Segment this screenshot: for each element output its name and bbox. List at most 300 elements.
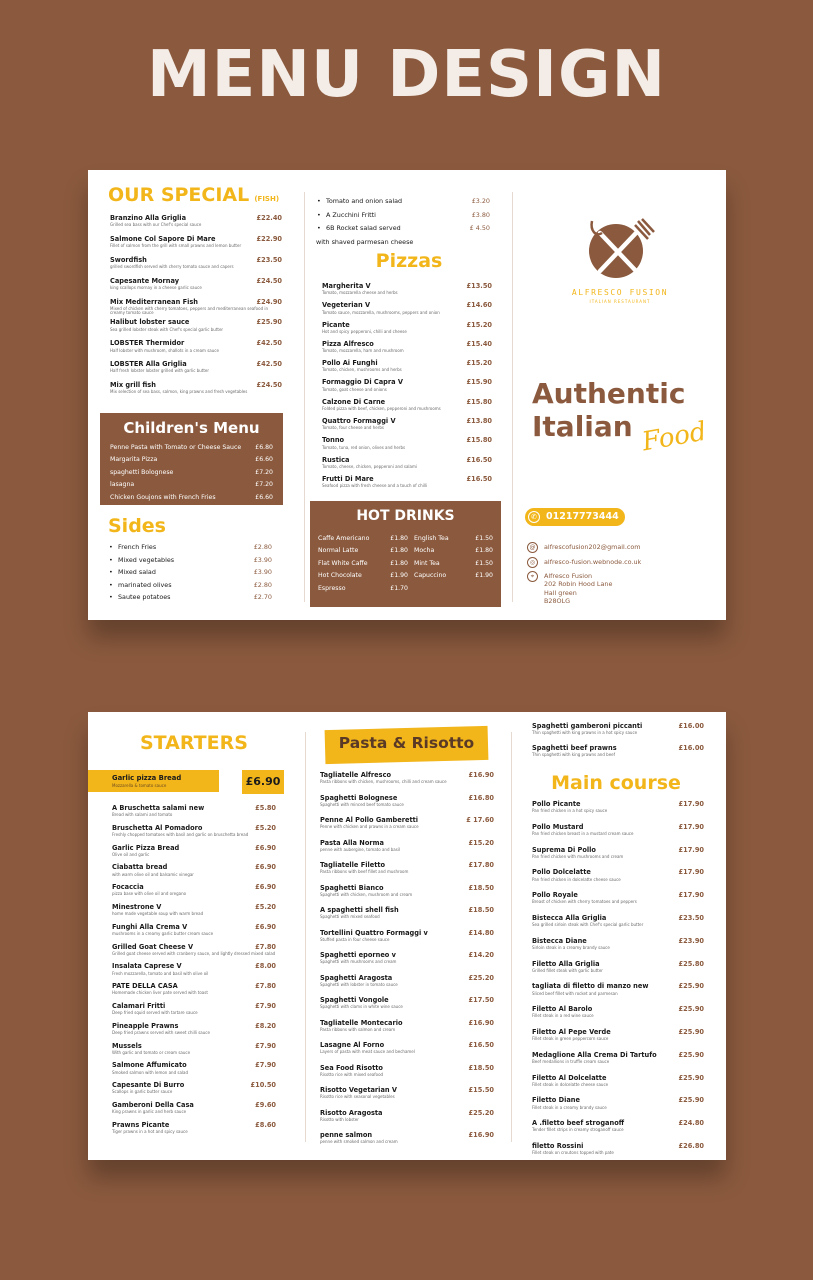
menu-item-name: Filetto Diane — [532, 1096, 580, 1105]
menu-item — [112, 805, 276, 825]
hot-drinks-title: HOT DRINKS — [356, 508, 455, 524]
menu-item-desc: Spaghetti with lobster in tomato sauce — [320, 981, 398, 987]
menu-item-name: Chicken Goujons with French Fries — [110, 493, 216, 501]
menu-item — [108, 541, 272, 554]
web-text: alfresco-fusion.webnode.co.uk — [544, 558, 642, 566]
menu-item — [110, 236, 282, 257]
menu-item-price: £16.90 — [468, 771, 494, 779]
menu-item-price: £3.20 — [471, 197, 490, 205]
menu-item — [320, 817, 494, 840]
menu-item — [110, 299, 282, 320]
menu-item-desc: Bread with salami and tomato — [112, 812, 173, 818]
menu-item — [414, 533, 493, 545]
menu-item-price: £25.90 — [678, 1096, 704, 1105]
menu-item-price: £25.90 — [256, 318, 282, 327]
our-special-title: OUR SPECIAL — [108, 184, 250, 206]
menu-item — [320, 930, 494, 953]
menu-item — [110, 442, 273, 454]
menu-item-desc: Sirloin steak in a creamy brandy sauce — [532, 945, 610, 951]
menu-item — [320, 1020, 494, 1043]
menu-item-price: £25.20 — [468, 973, 494, 982]
menu-item-price: £18.50 — [468, 883, 494, 892]
menu-item-name: Quattro Formaggi V — [322, 417, 396, 426]
menu-item-name: Suprema Di Pollo — [532, 845, 596, 854]
divider — [304, 192, 305, 602]
menu-item-desc: with warm olive oil and balsamic vinegar — [112, 871, 194, 877]
menu-item-desc: Tomato, cheese, chicken, pepperoni and salami — [322, 463, 417, 469]
featured-starter-banner — [88, 770, 219, 792]
phone-pill[interactable] — [525, 508, 625, 526]
featured-starter-price: £6.90 — [242, 770, 284, 794]
menu-item-price: £15.80 — [466, 397, 492, 406]
menu-item-price: £17.90 — [678, 868, 704, 877]
menu-item-desc: Fillet steak in green peppercorn sauce — [532, 1036, 609, 1042]
tagline-authentic: Authentic — [532, 377, 686, 410]
menu-item-desc: Tomato sauce, mozzarella, mushrooms, peppers and onion — [322, 309, 440, 315]
menu-item-desc: Spaghetti with chicken, mushroom and cream — [320, 891, 413, 897]
menu-item-desc: Sliced beef fillet with rocket and parmesan — [532, 990, 618, 996]
menu-item-desc: penne with smoked salmon and cream — [320, 1139, 398, 1145]
location-pin-icon: ⌖ — [527, 571, 538, 582]
menu-item — [322, 418, 492, 437]
menu-item-desc: Thin spaghetti with king prawns in a hot spicy sauce — [532, 730, 638, 736]
menu-item — [112, 1082, 276, 1102]
menu-item-price: £16.00 — [678, 722, 704, 730]
menu-item-price: £22.90 — [256, 234, 282, 243]
featured-starter-name: Garlic pizza Bread — [112, 774, 182, 782]
menu-item — [532, 1143, 704, 1160]
menu-item-name: Pineapple Prawns — [112, 1021, 179, 1030]
front-col-right — [514, 170, 726, 620]
menu-item-price: £6.80 — [255, 444, 273, 451]
childrens-menu-box — [100, 413, 283, 505]
menu-item — [112, 1102, 276, 1122]
menu-item — [108, 566, 272, 579]
menu-item-name: Spaghetti Bianco — [320, 883, 384, 892]
menu-item-name: Calzone Di Carne — [322, 397, 386, 406]
menu-item-price: £8.00 — [255, 962, 276, 971]
menu-item-name: Tagliatelle Alfresco — [320, 771, 392, 779]
menu-item-price: £2.80 — [253, 543, 272, 551]
menu-item — [110, 382, 282, 403]
menu-item-price: £3.90 — [253, 568, 272, 576]
menu-item-price: £ 17.60 — [466, 816, 494, 824]
menu-front-panel — [88, 170, 726, 620]
address-line-3: Hall green — [544, 588, 577, 597]
menu-item-price: £24.90 — [256, 297, 282, 306]
menu-item-name: Vegeterian V — [322, 301, 371, 310]
menu-item-price: £17.90 — [678, 822, 704, 831]
menu-item-price: £1.50 — [475, 559, 493, 567]
menu-item-name: Pizza Alfresco — [322, 339, 374, 348]
menu-item — [322, 283, 492, 302]
menu-item — [532, 1052, 704, 1075]
menu-item — [320, 1132, 494, 1155]
menu-item-name: PATE DELLA CASA — [112, 982, 178, 991]
menu-item-name: Calamari Fritti — [112, 1001, 166, 1010]
menu-item-price: £25.90 — [678, 1027, 704, 1036]
menu-item — [318, 583, 408, 595]
menu-item-name: LOBSTER Alla Griglia — [110, 360, 187, 369]
menu-item-price: £6.90 — [255, 922, 276, 931]
phone-icon: ✆ — [528, 511, 540, 523]
menu-item — [322, 360, 492, 379]
menu-item — [110, 492, 273, 504]
menu-item-name: Penne Pasta with Tomato or Cheese Sauce — [110, 444, 242, 451]
menu-item — [322, 302, 492, 321]
menu-item-price: £42.50 — [256, 339, 282, 348]
menu-item — [110, 215, 282, 236]
menu-item-name: Pollo Dolcelatte — [532, 868, 591, 877]
back-col-right — [516, 712, 726, 1160]
menu-item-price: £17.50 — [468, 996, 494, 1004]
menu-item-name: Insalata Caprese V — [112, 962, 182, 971]
menu-item-price: £7.90 — [255, 1061, 276, 1070]
menu-item-price: £13.80 — [466, 417, 492, 426]
menu-item-name: spaghetti Bolognese — [110, 468, 174, 476]
menu-item-desc: pizza base with olive oil and oregano — [112, 891, 187, 897]
menu-item — [322, 379, 492, 398]
menu-item-name: Mussels — [112, 1041, 142, 1050]
menu-item-name: marinated olives — [118, 580, 172, 589]
menu-item-price: £17.80 — [468, 861, 494, 869]
menu-item-price: £15.20 — [466, 359, 492, 368]
menu-item-desc: Spaghetti with minced beef tomato sauce — [320, 801, 404, 807]
our-special-tag: (FISH) — [254, 195, 280, 203]
menu-item-price: £6.90 — [255, 863, 276, 872]
menu-item-price: £18.50 — [468, 1063, 494, 1072]
menu-item — [532, 1006, 704, 1029]
menu-item-desc: Fillet steak in a creamy brandy sauce — [532, 1104, 607, 1110]
menu-item-name: Espresso — [318, 584, 346, 592]
menu-item-price: £15.20 — [466, 320, 492, 329]
hot-drinks-list-right — [414, 533, 493, 583]
menu-item — [322, 457, 492, 476]
menu-item — [532, 892, 704, 915]
menu-item-desc: penne with aubergine, tomato and basil — [320, 846, 401, 852]
menu-item-desc: Stuffed pasta in four cheese sauce — [320, 936, 390, 942]
menu-item-desc: Homemade chicken liver pate served with toast — [112, 990, 208, 996]
menu-item-name: Formaggio Di Capra V — [322, 378, 404, 387]
menu-item-desc: Pan fried chicken in dolcelatte cheese sauce — [532, 876, 621, 882]
menu-item-name: Filetto Al Pepe Verde — [532, 1027, 611, 1036]
menu-item-desc: Breast of chicken with cherry tomatoes and peppers — [532, 899, 637, 905]
menu-item-price: £25.90 — [678, 1005, 704, 1014]
menu-item — [112, 1043, 276, 1063]
menu-item-name: Minestrone V — [112, 902, 162, 911]
menu-item-price: £16.50 — [466, 455, 492, 464]
address-contact — [530, 572, 613, 605]
menu-item — [414, 558, 493, 570]
menu-item-price: £7.80 — [255, 942, 276, 951]
divider — [511, 732, 512, 1142]
menu-item-desc: Half fresh lobster lobster grilled with garlic butter — [110, 368, 210, 374]
menu-item-desc: Pasta ribbons with beef fillet and mushroom — [320, 869, 409, 875]
menu-item — [110, 340, 282, 361]
menu-item-price: £24.50 — [256, 276, 282, 285]
menu-item-price: £1.90 — [475, 572, 493, 580]
starters-title: STARTERS — [140, 732, 248, 754]
menu-item-name: Spaghetti Bolognese — [320, 793, 398, 802]
menu-item-name: Mix grill fish — [110, 381, 156, 390]
menu-item — [320, 975, 494, 998]
menu-item-desc: Thin spaghetti with king prawns and beef — [532, 752, 616, 758]
menu-item — [112, 904, 276, 924]
divider — [512, 192, 513, 602]
menu-item-name: Bistecca Diane — [532, 936, 587, 945]
menu-item-price: £3.90 — [253, 555, 272, 564]
menu-item-name: A spaghetti shell fish — [320, 906, 399, 914]
menu-item — [532, 1075, 704, 1098]
menu-item-price: £5.20 — [255, 823, 276, 832]
menu-item-price: £15.20 — [468, 838, 494, 847]
menu-item-price: £16.50 — [466, 474, 492, 483]
menu-item-desc: Freshly chopped tomatoes with basil and garlic on bruschetta bread — [112, 832, 249, 838]
menu-item — [110, 278, 282, 299]
front-col-left — [88, 170, 298, 620]
main-top-list — [532, 723, 704, 767]
menu-item-desc: Smoked salmon with lemon and salad — [112, 1069, 189, 1075]
menu-item-name: English Tea — [414, 535, 449, 542]
menu-item — [316, 236, 490, 250]
menu-item-price: £16.50 — [468, 1041, 494, 1049]
menu-item-name: Salmone Affumicato — [112, 1061, 187, 1070]
menu-item — [112, 864, 276, 884]
menu-item-desc: With garlic and tomato or cream sauce — [112, 1049, 191, 1055]
menu-item-name: with shaved parmesan cheese — [316, 237, 414, 246]
menu-item — [532, 915, 704, 938]
menu-item — [320, 772, 494, 795]
menu-item-name: Mix Mediterranean Fish — [110, 297, 198, 306]
menu-item — [532, 824, 704, 847]
menu-item-name: Pollo Ai Funghi — [322, 359, 378, 368]
address-line-2: 202 Robin Hood Lane — [544, 580, 613, 589]
menu-item-desc: Deep fried prawns served with sweet chilli sauce — [112, 1030, 210, 1036]
menu-item — [318, 533, 408, 545]
menu-item-name: Tagliatelle Filetto — [320, 861, 386, 869]
menu-item-name: Capuccino — [414, 572, 447, 580]
main-course-title: Main course — [551, 772, 681, 794]
menu-item-name: Lasagne Al Forno — [320, 1041, 385, 1049]
menu-item-price: £14.60 — [466, 301, 492, 310]
menu-item-name: Garlic Pizza Bread — [112, 843, 180, 852]
menu-item-price: £9.60 — [255, 1100, 276, 1109]
menu-item-desc: Deep fried squid served with tartare sauce — [112, 1010, 198, 1016]
menu-item — [108, 591, 272, 604]
menu-item — [532, 801, 704, 824]
menu-item-desc: Olive oil and garlic — [112, 851, 150, 857]
menu-item-name: Picante — [322, 320, 350, 329]
web-contact[interactable] — [529, 558, 642, 566]
brand-name: ALFRESCO FUSION — [571, 288, 669, 297]
menu-item-name: lasagna — [110, 481, 135, 489]
menu-item-name: Pollo Royale — [532, 891, 578, 900]
menu-item — [414, 545, 493, 557]
menu-item-name: Pollo Picante — [532, 800, 581, 808]
menu-item-price: £2.70 — [253, 593, 272, 601]
menu-item-desc: Risotto rice with seasonal vegetables — [320, 1094, 395, 1100]
restaurant-logo — [586, 215, 658, 285]
menu-item-desc: Layers of pasta with meat sauce and bechamel — [320, 1049, 415, 1055]
menu-item — [112, 884, 276, 904]
menu-item-price: £8.20 — [255, 1021, 276, 1030]
menu-item-name: 6B Rocket salad served — [326, 224, 401, 232]
menu-item-desc: Pasta ribbons with salmon and cream — [320, 1026, 396, 1032]
menu-item — [112, 983, 276, 1003]
menu-item-price: £ 4.50 — [469, 224, 490, 232]
menu-item-price: £25.80 — [678, 959, 704, 968]
menu-item-desc: Pan fried chicken in a hot spicy sauce — [532, 808, 608, 814]
menu-item-price: £26.80 — [678, 1141, 704, 1150]
menu-item-desc: Pasta ribbons with chicken, mushrooms, chilli and cream sauce — [320, 779, 447, 785]
menu-item-name: Swordfish — [110, 255, 147, 264]
menu-item-name: Pollo Mustard — [532, 822, 584, 831]
menu-item-name: Mixed salad — [118, 568, 156, 576]
menu-item-desc: Tomato, four cheese and herbs — [322, 425, 384, 431]
menu-item-price: £1.50 — [475, 535, 493, 542]
menu-item-price: £15.80 — [466, 436, 492, 445]
menu-item-desc: Tiger prawns in a hot and spicy sauce — [112, 1129, 188, 1134]
menu-item-price: £14.20 — [468, 951, 494, 959]
menu-item-price: £7.20 — [255, 468, 273, 476]
menu-item-name: Funghi Alla Crema V — [112, 922, 188, 931]
email-contact[interactable] — [529, 543, 641, 551]
menu-item-desc: Tomato, goat cheese and onions — [322, 386, 387, 392]
menu-item-price: £7.20 — [255, 481, 273, 489]
menu-item-name: Margarita Pizza — [110, 456, 158, 464]
menu-item-desc: home made vegetable soup with warm bread — [112, 911, 204, 917]
menu-item-name: Hot Chocolate — [318, 572, 362, 580]
menu-item — [322, 341, 492, 360]
menu-item-desc: Fillet steak in dolcelatte cheese sauce — [532, 1081, 609, 1087]
menu-item — [318, 545, 408, 557]
menu-item-name: Margherita V — [322, 282, 371, 290]
menu-item — [532, 869, 704, 892]
menu-item-desc: Beef medallions in truffle cream sauce — [532, 1059, 610, 1065]
menu-item — [532, 745, 704, 767]
menu-item-price: £25.20 — [468, 1108, 494, 1117]
menu-item — [320, 862, 494, 885]
menu-item — [112, 963, 276, 983]
menu-item — [112, 944, 276, 964]
menu-item-name: Sautee potatoes — [118, 593, 171, 601]
menu-item-name: Spaghetti beef prawns — [532, 744, 617, 752]
menu-item-name: Grilled Goat Cheese V — [112, 942, 194, 951]
menu-item-desc: Half lobster with mushroom, shallots in a cream sauce — [110, 347, 219, 353]
menu-item-price: £13.50 — [466, 282, 492, 290]
menu-item-name: Mint Tea — [414, 559, 440, 567]
menu-item-price: £8.60 — [255, 1120, 276, 1129]
menu-item-price: £1.80 — [390, 535, 408, 542]
menu-item-name: Ciabatta bread — [112, 863, 168, 872]
menu-item-name: Branzino Alla Griglia — [110, 214, 187, 222]
menu-item-desc: Tomato, tuna, red onion, olives and herbs — [322, 444, 406, 450]
menu-item — [320, 840, 494, 863]
menu-item-price: £16.90 — [468, 1131, 494, 1139]
tagline-italian: Italian — [532, 410, 633, 443]
menu-item-name: Medaglione Alla Crema Di Tartufo — [532, 1050, 657, 1059]
menu-item-price: £2.80 — [253, 580, 272, 589]
menu-item-name: Risotto Aragosta — [320, 1108, 383, 1117]
menu-item-price: £24.50 — [256, 381, 282, 390]
menu-item — [112, 1023, 276, 1043]
menu-item-name: French Fries — [118, 543, 157, 551]
menu-item-name: Bruschetta Al Pomadoro — [112, 823, 203, 832]
menu-item-price: £17.90 — [678, 891, 704, 900]
menu-item — [110, 361, 282, 382]
menu-item-price: £25.90 — [678, 982, 704, 991]
menu-item-desc: Tomato, mozzarella cheese and herbs — [322, 290, 398, 296]
menu-item-price: £16.00 — [678, 744, 704, 752]
menu-item-price: £42.50 — [256, 360, 282, 369]
menu-item — [112, 825, 276, 845]
menu-item-name: A .filetto beef stroganoff — [532, 1119, 625, 1128]
email-text: alfrescofusion202@gmail.com — [544, 543, 641, 551]
menu-item-price: £16.80 — [468, 793, 494, 802]
menu-item-desc: king scallops mornay in a cheese garlic sauce — [110, 284, 202, 290]
menu-item-desc: grilled swordfish served with cherry tomato sauce and capers — [110, 264, 234, 270]
menu-item — [108, 554, 272, 567]
back-col-left — [88, 712, 300, 1160]
menu-item-price: £7.90 — [255, 1001, 276, 1010]
menu-item-price: £5.20 — [255, 902, 276, 911]
menu-item — [320, 997, 494, 1020]
menu-item-price: £22.40 — [256, 214, 282, 222]
menu-item — [322, 399, 492, 418]
menu-item — [110, 257, 282, 278]
main-course-list — [532, 801, 704, 1160]
menu-item — [532, 983, 704, 1006]
menu-item-name: Focaccia — [112, 883, 144, 892]
menu-item-name: Flat White Caffe — [318, 559, 368, 567]
menu-item-name: Bistecca Alla Griglia — [532, 913, 607, 922]
menu-item-price: £6.60 — [255, 456, 273, 464]
childrens-menu-list — [110, 442, 273, 504]
menu-item-price: £25.90 — [678, 1073, 704, 1082]
menu-item-price: £1.90 — [390, 572, 408, 580]
menu-item-name: Tomato and onion salad — [326, 197, 403, 205]
menu-back-panel — [88, 712, 726, 1160]
menu-item — [112, 1003, 276, 1023]
menu-item-desc: Fillet steak on croutons topped with pate — [532, 1150, 614, 1156]
menu-item — [318, 570, 408, 582]
menu-item-name: Tagliatelle Montecario — [320, 1018, 403, 1027]
menu-item-desc: Folded pizza with beef, chicken, pepperoni and mushrooms — [322, 406, 441, 412]
menu-item-desc: Spaghetti with mushrooms and cream — [320, 959, 397, 965]
menu-item-price: £6.60 — [255, 493, 273, 501]
menu-item-price: £3.80 — [471, 210, 490, 219]
menu-item — [320, 885, 494, 908]
menu-item-desc: Pan fried chicken with mushrooms and cream — [532, 853, 624, 859]
menu-item-name: Sea Food Risotto — [320, 1063, 383, 1072]
menu-item — [322, 322, 492, 341]
menu-item — [320, 907, 494, 930]
menu-item-name: Mixed vegetables — [118, 555, 175, 564]
menu-item-desc: Grilled sea bass with our Chef's special sauce — [110, 222, 202, 228]
menu-item-price: £1.80 — [475, 547, 493, 555]
menu-item-desc: Scallops in garlic butter sauce — [112, 1089, 173, 1095]
menu-item-desc: Grilled goat cheese served with cranberry sauce, and lightly dressed mixed salad — [112, 950, 276, 956]
menu-item-desc: Tomato, mozzarella, ham and mushroom — [322, 348, 404, 354]
menu-item-price: £7.80 — [255, 982, 276, 991]
headline: MENU DESIGN — [146, 38, 667, 112]
menu-item-price: £25.90 — [678, 1050, 704, 1059]
email-icon: @ — [527, 542, 538, 553]
menu-item-name: Salmone Col Sapore Di Mare — [110, 234, 216, 243]
menu-item-name: Filetto Al Dolcelatte — [532, 1073, 607, 1082]
menu-item-desc: Penne with chicken and prawns in a cream sauce — [320, 824, 419, 830]
menu-item — [112, 1122, 276, 1142]
